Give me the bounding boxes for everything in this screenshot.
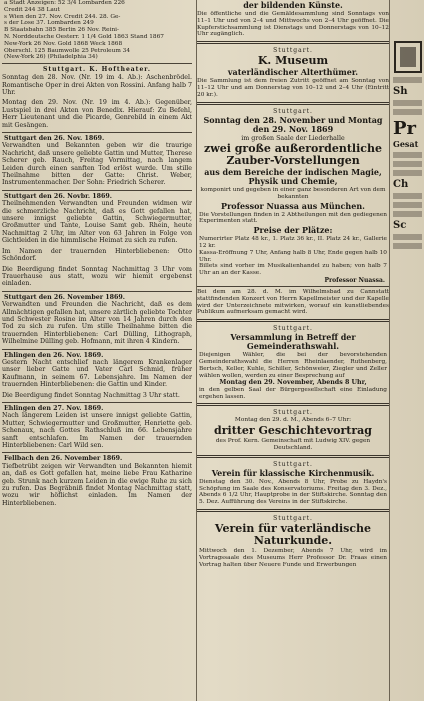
notice-heading: Fellbach den 26. November 1869. (4, 455, 123, 463)
notice-text: Theilnehmenden Verwandten und Freunden widmen wir die schmerzliche Nachricht, daß es Gott gefallen hat, unsere innigst geliebte Gattin, Schwiegermutter, Großmutter und Tante, Louise Samt geb. Rhein, heute Nachmittag 2 Uhr, im Alter von 63 Jahren in Folge von Gichtleiden in die himmlische Heimat zu sich zu rufen. (2, 200, 192, 245)
notice-death-2 (2, 193, 192, 288)
divider (2, 132, 192, 133)
divider (197, 319, 389, 322)
divider (197, 41, 389, 44)
meeting-ad (197, 325, 389, 400)
notice-theater (2, 66, 192, 129)
ad-subtitle: vaterländischer Alterthümer. (227, 67, 359, 78)
concert-notice: Bei dem am 28. d. M. im Wilhelmsbad zu Cannstatt stattfindenden Konzert von Herrn Kapellmeister und der Kapelle wird der Unterzeichnete mitwirken, worauf ein kunstliebendes Publikum aufmerksam gemacht wird. (197, 288, 389, 316)
notice-heading: Ehlingen den 27. Nov. 1869. (4, 405, 104, 413)
notice-text: Montag den 29. Nov. (Nr. 19 im 4. Ab.): Gegenüber, Lustspiel in drei Akten von Benedix. Hierauf: Zu Befehl, Herr Lieutenant und die Picarde, Genrebild in einem Akt mit Gesängen. (2, 99, 192, 129)
lecture-ad (197, 409, 389, 451)
notice-text: Die Beerdigung findet Sonntag Nachmittag 3 Uhr statt. (2, 391, 180, 399)
stock-line: New-York 26 Nov. Gold 1868 Weck 1868 (4, 40, 123, 47)
tickets-text: Billets sind vorher im Musikalienhandel zu haben; von halb 7 Uhr an an der Kasse. (199, 263, 387, 277)
notice-text: Nach längerem Leiden ist unsere innigst geliebte Gattin, Mutter, Schwiegermutter und Großmutter, Henriette geb. Schenaux, nach Gottes Rathschluß im 66. Lebensjahre sanft entschlafen. Im Namen der trauernden Hinterbliebenen: Carl Wild sen. (2, 412, 192, 450)
ad-subtitle: aus dem Bereiche der indischen Magie, Physik und Chemie, (204, 166, 382, 186)
gallery-header: der bildenden Künste. (243, 0, 343, 10)
text-fragment (393, 109, 422, 115)
cropped-heading: Pr (393, 118, 417, 139)
notice-text: Verwandten und Bekannten geben wir die traurige Nachricht, daß unsere geliebte Gattin und Mutter, Therese Scherer geb. Rauch, Freitag Vormittag, nach langem Leiden durch einen sanften Tod erlöst wurde. Um stille Theilnahme bitten der Gatte: Christ. Weber, Instrumentenmacher. Der Sohn: Friedrich Scherer. (2, 142, 192, 187)
ad-dates: Sonntag den 28. November und Montag den 29. Nov. 1869 (203, 114, 383, 134)
text-fragment (393, 211, 422, 217)
notice-text: Im Namen der trauernden Hinterbliebenen: Otto Schöndorf. (2, 247, 192, 263)
ad-city: Stuttgart. (273, 409, 313, 417)
ad-text: Mittwoch den 1. Dezember, Abends 7 Uhr, wird im Vortragssaale des Museums Herr Professor Dr. Fraas einen Vortrag halten über Neuere Funde und Erwerbungen (199, 547, 387, 568)
text-fragment (393, 193, 422, 199)
divider (2, 291, 192, 292)
text-fragment (393, 202, 422, 208)
notice-death-1 (2, 135, 192, 187)
cropped-heading: Gesat (393, 139, 419, 149)
stock-notices (4, 0, 190, 61)
right-column-cropped (391, 0, 424, 701)
ad-venue: im großen Saale der Liederhalle (241, 134, 345, 142)
divider (2, 452, 192, 453)
ad-text: komponirt und gegeben in einer ganz besonderen Art von dem bekannten (200, 186, 386, 200)
notice-death-4 (2, 352, 192, 399)
prices-heading: Preise der Plätze: (253, 225, 333, 236)
ad-text: Die Vorstellungen finden in 2 Abtheilungen mit den gediegenen Experimenten statt. (199, 211, 387, 225)
times-text: Kassa-Eröffnung 7 Uhr, Anfang halb 8 Uhr, Ende gegen halb 10 Uhr. (199, 249, 387, 263)
ad-signature: Professor Nuassa. (324, 276, 385, 284)
ad-city: Stuttgart. (273, 47, 313, 55)
notice-heading: Stuttgart den 26. Novbr. 1869. (4, 192, 112, 200)
ad-date: Montag den 29. d. M., Abends 6–7 Uhr: (234, 417, 352, 424)
stock-line: N. Norddeutsche Oesterr. 1 1/4 Gold 1863 Stand 1867 (4, 33, 164, 40)
text-fragment (393, 161, 422, 167)
middle-column (196, 0, 390, 701)
notice-heading: Ehlingen den 26. Nov. 1869. (4, 351, 104, 359)
ornament-icon (393, 40, 423, 74)
notice-text: Gestern Nacht entschlief nach längerem Krankenlager unser lieber Gatte und Vater Carl Schmid, früher Kaufmann, in seinem 67. Lebensjahre. Im Namen der trauernden Hinterbliebenen: die Gattin und Kinder. (2, 358, 192, 389)
cropped-heading: Sh (393, 86, 408, 97)
notice-heading: Stuttgart den 26. November 1869. (4, 293, 125, 301)
prices-text: Numerirter Platz 48 kr., 1. Platz 36 kr., II. Platz 24 kr., Gallerie 12 kr. (199, 236, 387, 249)
text-fragment (393, 100, 422, 106)
text-fragment (393, 77, 422, 83)
divider (197, 509, 389, 512)
divider (2, 190, 192, 191)
ad-city: Stuttgart. (273, 460, 313, 468)
natural-science-ad (197, 515, 389, 568)
ad-date: Montag den 29. November, Abends 8 Uhr, (219, 379, 367, 387)
divider (197, 403, 389, 406)
divider (2, 63, 192, 64)
notice-text: Die Beerdigung findet Sonntag Nachmittag 3 Uhr vom Trauerhause aus statt, wozu wir hiemit ergebenst einladen. (2, 265, 192, 288)
stock-line: B Staatsbahn 385 Berlin 26 Nov. Reini- (4, 27, 119, 34)
performer-name: Professor Nuassa aus München. (221, 200, 365, 211)
magic-show-ad (197, 108, 389, 284)
ad-title: Verein für klassische Kirchenmusik. (211, 467, 375, 478)
ad-text: Diejenigen Wähler, die bei der bevorstehenden Gemeinderathswahl die Herren Rheinlaender, Ruthenberg, Bertsch, Keller, Kuhle, Schiller, Schönweier, Ziegler und Zeller wählen wollen, werden zu einer Besprechung auf (199, 352, 387, 379)
ad-text: in den gelben Saal der Bürgergesellschaft eine Einladung ergehen lassen. (199, 386, 387, 400)
ad-city: Stuttgart. (273, 325, 313, 333)
ad-text: Die Sammlung ist dem freien Zutritt geöffnet am Sonntag von 11–12 Uhr und am Donnerstag von 10–12 und 2–4 Uhr (Eintritt 20 kr.). (197, 78, 389, 98)
text-fragment (393, 243, 422, 249)
stock-line: (New-York 26) (Philadelphia 34) (4, 54, 98, 61)
divider (197, 455, 389, 458)
notice-death-5 (2, 405, 192, 449)
ad-title: Versammlung in Betreff der Gemeinderathswahl. (230, 332, 356, 352)
stock-line: s der Lose 37. Lombarden 249 (4, 20, 94, 27)
notice-heading: Stuttgart. K. Hoftheater. (43, 66, 151, 74)
text-fragment (393, 152, 422, 158)
divider (2, 402, 192, 403)
notice-heading: Stuttgart den 26. Nov. 1869. (4, 135, 105, 143)
cropped-heading: Ch (393, 179, 409, 190)
gallery-text: Die öffentliche und die Gemäldesammlung sind Sonntags von 11–1 Uhr und von 2–4 und Mittwochs von 2–4 Uhr geöffnet. Die Kupferstichsammlung ist Dienstags und Donnerstags von 10–12 Uhr zugänglich. (197, 11, 389, 38)
museum-ad (197, 47, 389, 98)
notice-text: Verwandten und Freunden die Nachricht, daß es dem Allmächtigen gefallen hat, unsere zärtlich geliebte Tochter und Schwester Rosine im Alter von 14 Jahren durch den Tod zu sich zu rufen. Um stille Theilnahme bitten die trauernden Hinterbliebenen: Carl Dülling, Lithograph, Wilhelmine Dülling geb. Hofmann, mit ihren 4 Kindern. (2, 301, 192, 346)
ad-title: K. Museum (257, 54, 329, 68)
notice-text: Tiefbetrübt zeigen wir Verwandten und Bekannten hiemit an, daß es Gott gefallen hat, meine liebe Frau Katharine geb. Strunk nach kurzem Leiden in die ewige Ruhe zu sich zu rufen. Das Begräbniß findet Montag Nachmittag statt, wozu wir höflichst einladen. Im Namen der Hinterbliebenen. (2, 462, 192, 507)
ad-text: des Prof. Kern. Gemeinschaft mit Ludwig XIV. gegen Deutschland. (215, 438, 371, 451)
ad-title: dritter Geschichtevortrag (214, 424, 372, 438)
notice-death-6 (2, 455, 192, 507)
stock-line: Oberschl. 125 Baumwolle 25 Petroleum 34 (4, 47, 131, 54)
divider (2, 349, 192, 350)
left-column (2, 0, 192, 701)
divider (197, 286, 389, 287)
ad-title: Verein für vaterländische Naturkunde. (214, 521, 372, 547)
church-music-ad (197, 461, 389, 506)
stock-line: a Stadt Anzeigen: 52 3/4 Lombarden 226 (4, 0, 125, 6)
divider (197, 102, 389, 105)
ad-title: zwei große außerordentliche Zauber-Vorstellungen (204, 141, 382, 167)
notice-death-3 (2, 294, 192, 346)
cropped-heading: Sc (393, 220, 407, 231)
text-fragment (393, 234, 422, 240)
stock-line: Credit 244 38 Laut (4, 6, 60, 13)
text-fragment (393, 170, 422, 176)
notice-text: Sonntag den 28. Nov. (Nr. 19 im 4. Ab.): Aschenbrödel. Romantische Oper in drei Akten von Rossini. Anfang halb 7 Uhr. (2, 74, 192, 96)
ad-text: Dienstag den 30. Nov., Abends 8 Uhr, Probe zu Haydn's Schöpfung im Saale des Konservatoriums. Freitag den 3. Dez., Abends 6 1/2 Uhr, Hauptprobe in der Stiftskirche. Sonntag den 5. Dez. Aufführung des Vereins in der Stiftskirche. (199, 478, 387, 506)
ad-city: Stuttgart. (273, 107, 313, 115)
ad-city: Stuttgart. (273, 514, 313, 522)
stock-line: s Wien den 27. Nov. Credit 244. 28. Ge- (4, 13, 121, 20)
